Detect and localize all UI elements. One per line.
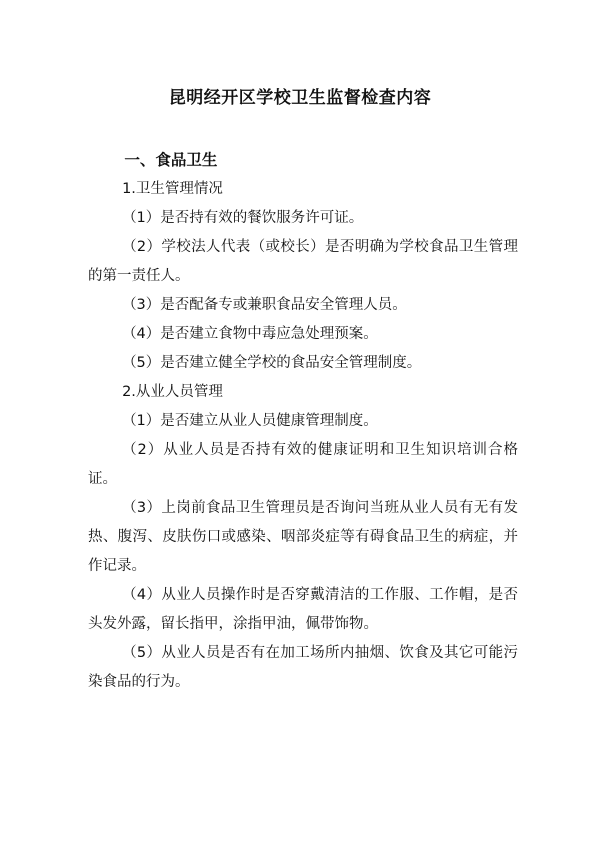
- subsection-heading-management: 1.卫生管理情况: [122, 181, 223, 197]
- section-heading-food-hygiene: 一、食品卫生: [124, 151, 218, 169]
- subsection-heading-staff: 2.从业人员管理: [122, 384, 223, 400]
- list-item: （1）是否建立从业人员健康管理制度。: [122, 413, 378, 429]
- list-item: （5）是否建立健全学校的食品安全管理制度。: [122, 355, 422, 371]
- list-item: （4）从业人员操作时是否穿戴清洁的工作服、工作帽，是否头发外露，留长指甲，涂指甲油，佩带饰物。: [88, 587, 518, 632]
- list-item: （4）是否建立食物中毒应急处理预案。: [122, 326, 378, 342]
- list-item: （3）是否配备专或兼职食品安全管理人员。: [122, 297, 407, 313]
- list-item: （2）学校法人代表（或校长）是否明确为学校食品卫生管理的第一责任人。: [88, 239, 518, 284]
- list-item: （1）是否持有效的餐饮服务许可证。: [122, 210, 364, 226]
- list-item: （5）从业人员是否有在加工场所内抽烟、饮食及其它可能污染食品的行为。: [88, 645, 518, 690]
- document-body: [88, 146, 518, 697]
- list-item: （3）上岗前食品卫生管理员是否询问当班从业人员有无有发热、腹泻、皮肤伤口或感染、咽部炎症等有碍食品卫生的病症，并作记录。: [88, 500, 518, 574]
- document-title: 昆明经开区学校卫生监督检查内容: [168, 88, 432, 108]
- list-item: （2）从业人员是否持有效的健康证明和卫生知识培训合格证。: [88, 442, 518, 487]
